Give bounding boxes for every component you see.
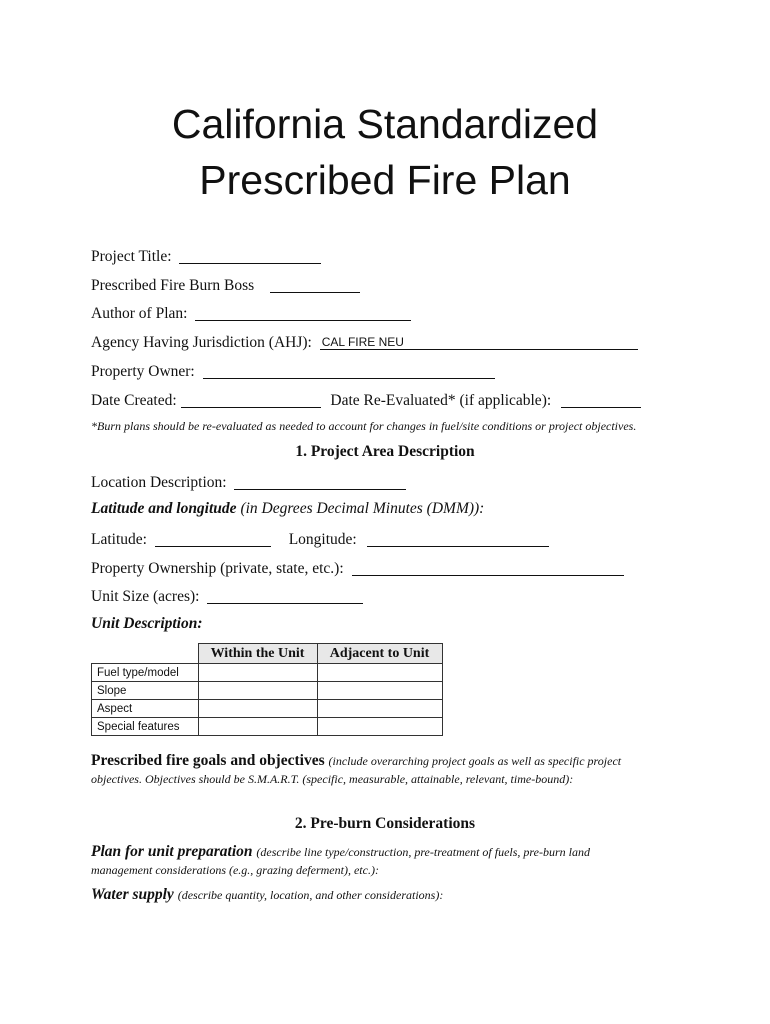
author-label: Author of Plan: (91, 305, 188, 322)
unit-description-table (91, 643, 443, 736)
row-label-aspect: Aspect (92, 700, 199, 718)
ownership-label: Property Ownership (private, state, etc.): (91, 560, 344, 577)
burn-boss-label: Prescribed Fire Burn Boss (91, 277, 255, 294)
goals-heading: Prescribed fire goals and objectives (91, 752, 325, 769)
prep-heading: Plan for unit preparation (91, 843, 253, 860)
unit-description-heading: Unit Description: (91, 615, 203, 632)
page-title-line1: California Standardized (171, 101, 599, 147)
date-reevaluated-field[interactable] (561, 393, 641, 408)
cell-special-within[interactable] (198, 718, 317, 736)
ahj-label: Agency Having Jurisdiction (AHJ): (91, 334, 312, 351)
header-within-unit: Within the Unit (198, 644, 317, 664)
latitude-label: Latitude: (91, 531, 147, 548)
location-field[interactable] (234, 475, 406, 490)
longitude-label: Longitude: (288, 531, 357, 548)
author-row (91, 303, 411, 323)
water-heading: Water supply (91, 886, 174, 903)
table-row (92, 682, 443, 700)
location-label: Location Description: (91, 474, 227, 491)
cell-aspect-within[interactable] (198, 700, 317, 718)
latlong-heading-row (91, 500, 484, 518)
author-field[interactable] (195, 306, 411, 321)
project-title-row (91, 246, 321, 266)
burn-boss-field[interactable] (270, 278, 360, 293)
prep-hint: (describe line type/construction, pre-treatment of fuels, pre-burn land (256, 845, 590, 859)
location-row (91, 472, 406, 492)
row-label-fuel: Fuel type/model (92, 664, 199, 682)
ownership-field[interactable] (352, 561, 624, 576)
cell-slope-adjacent[interactable] (317, 682, 442, 700)
prep-paragraph (91, 843, 691, 879)
cell-fuel-within[interactable] (198, 664, 317, 682)
cell-slope-within[interactable] (198, 682, 317, 700)
ownership-row (91, 558, 624, 578)
coordinates-row (91, 529, 549, 549)
property-owner-field[interactable] (203, 364, 495, 379)
property-owner-label: Property Owner: (91, 363, 195, 380)
ahj-value: CAL FIRE NEU (321, 335, 404, 349)
dates-row (91, 390, 641, 410)
project-title-field[interactable] (179, 249, 321, 264)
goals-hint: (include overarching project goals as well as specific project (328, 754, 622, 768)
goals-hint-line2: objectives. Objectives should be S.M.A.R.T. (specific, measurable, attainable, relevant, time-bound): (91, 772, 574, 786)
reevaluation-note: *Burn plans should be re-evaluated as needed to account for changes in fuel/site conditions or project objectives. (91, 419, 637, 433)
ahj-field[interactable] (320, 335, 638, 350)
latlong-hint: (in Degrees Decimal Minutes (DMM)): (240, 500, 485, 517)
table-row (92, 664, 443, 682)
header-adjacent-unit: Adjacent to Unit (317, 644, 442, 664)
unit-size-row (91, 586, 363, 606)
project-title-label: Project Title: (91, 248, 172, 265)
cell-special-adjacent[interactable] (317, 718, 442, 736)
cell-fuel-adjacent[interactable] (317, 664, 442, 682)
date-reevaluated-label: Date Re-Evaluated* (if applicable): (330, 392, 552, 409)
unit-size-field[interactable] (207, 589, 363, 604)
goals-paragraph (91, 752, 691, 788)
table-corner (92, 644, 199, 664)
section2-heading: 2. Pre-burn Considerations (294, 815, 476, 832)
latlong-heading: Latitude and longitude (91, 500, 237, 517)
ahj-row (91, 332, 638, 352)
unit-size-label: Unit Size (acres): (91, 588, 200, 605)
water-hint: (describe quantity, location, and other considerations): (177, 888, 444, 902)
prep-hint-line2: management considerations (e.g., grazing deferment), etc.): (91, 863, 379, 877)
water-paragraph (91, 886, 691, 904)
section1-heading: 1. Project Area Description (295, 443, 475, 460)
latitude-field[interactable] (155, 532, 271, 547)
table-header-row (92, 644, 443, 664)
longitude-field[interactable] (367, 532, 549, 547)
table-row (92, 718, 443, 736)
date-created-label: Date Created: (91, 392, 177, 409)
burn-boss-row (91, 275, 360, 295)
page-title-line2: Prescribed Fire Plan (199, 157, 571, 203)
row-label-special: Special features (92, 718, 199, 736)
table-row (92, 700, 443, 718)
property-owner-row (91, 361, 495, 381)
cell-aspect-adjacent[interactable] (317, 700, 442, 718)
date-created-field[interactable] (181, 393, 321, 408)
row-label-slope: Slope (92, 682, 199, 700)
